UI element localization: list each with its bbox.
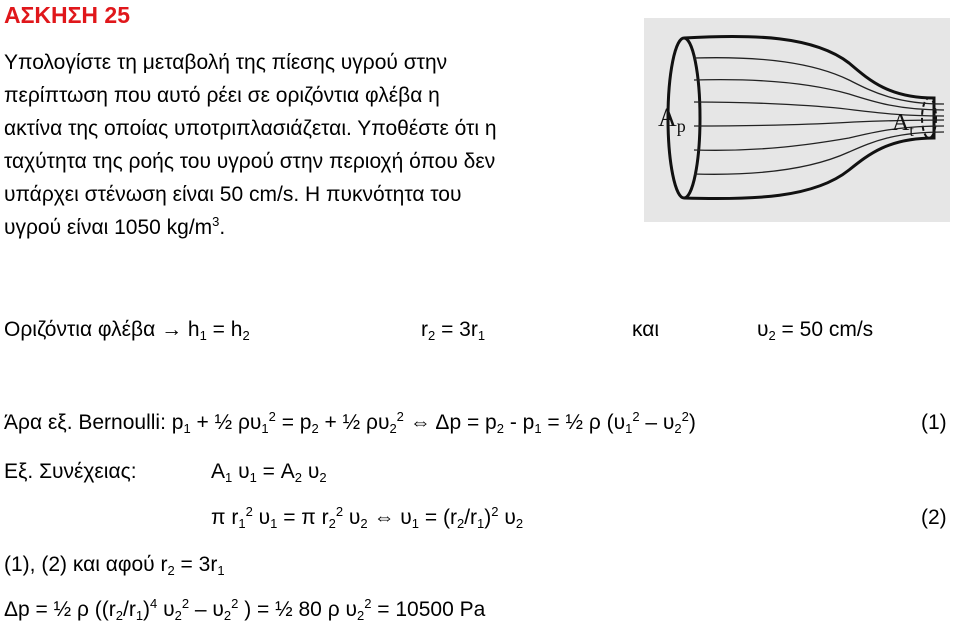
problem-line: περίπτωση που αυτό ρέει σε οριζόντια φλέβα η	[4, 84, 440, 107]
given-velocity: $\upsilon_2 = 50$ cm/s	[757, 318, 874, 343]
final-result: Δp = ½ ρ ($(r_2/r_1)^4$ $\upsilon_2^2 - \upsilon_2^2$ ) = ½ 80 ρ $\upsilon_2^2 = 10500$ Pa	[4, 596, 486, 623]
exercise-title: ΑΣΚΗΣΗ 25	[4, 2, 131, 28]
label-ap: $A_p$	[658, 103, 686, 136]
problem-line: Υπολογίστε τη μεταβολή της πίεσης υγρού στην	[4, 51, 448, 74]
continuity-derivation: π $r_1^2$ $\upsilon_1 = \pi$ $r_2^2$ $\upsilon_2$ ⇔ $\upsilon_1 = (r_2/r_1)^2$ $\upsilon_2$	[211, 504, 524, 531]
problem-line: υπάρχει στένωση είναι 50 cm/s. Η πυκνότητα του	[4, 183, 462, 206]
equation-tag-1: (1)	[921, 411, 947, 434]
continuity-equation: $A_1$ $\upsilon_1 = A_2$ $\upsilon_2$	[211, 460, 327, 485]
label-at: $A_t$	[892, 110, 914, 140]
problem-line: ταχύτητα της ροής του υγρού στην περιοχή όπου δεν	[4, 150, 496, 173]
given-radius: $r_2 = 3r_1$	[421, 318, 486, 343]
equation-tag-2: (2)	[921, 506, 947, 529]
given-horizontal: Οριζόντια $\varphi\lambda έ\beta\alpha \to h_1 = h_2$	[4, 318, 250, 343]
continuity-label: Εξ. Συνέχειας:	[4, 460, 137, 483]
problem-line: ακτίνα της οποίας υποτριπλασιάζεται. Υποθέστε ότι η	[4, 117, 497, 140]
bernoulli-equation: Άρα εξ. Bernoulli: $p_1$ + ½ $\rho\upsilon_1^2 = p_2$ + ½ $\rho\upsilon_2^2$ ⇔ $\Delta p = p_2 - p_1$ = ½ ρ $(\upsilon_1^2 - \upsilon_2^2)$	[4, 409, 696, 436]
problem-statement	[4, 46, 497, 244]
problem-line: υγρού είναι 1050 $kg/m^3$.	[4, 214, 226, 239]
given-and: και	[632, 318, 660, 341]
vessel-diagram	[644, 18, 950, 222]
combine-line: (1), (2) και αφού $r_2 = 3r_1$	[4, 553, 225, 578]
